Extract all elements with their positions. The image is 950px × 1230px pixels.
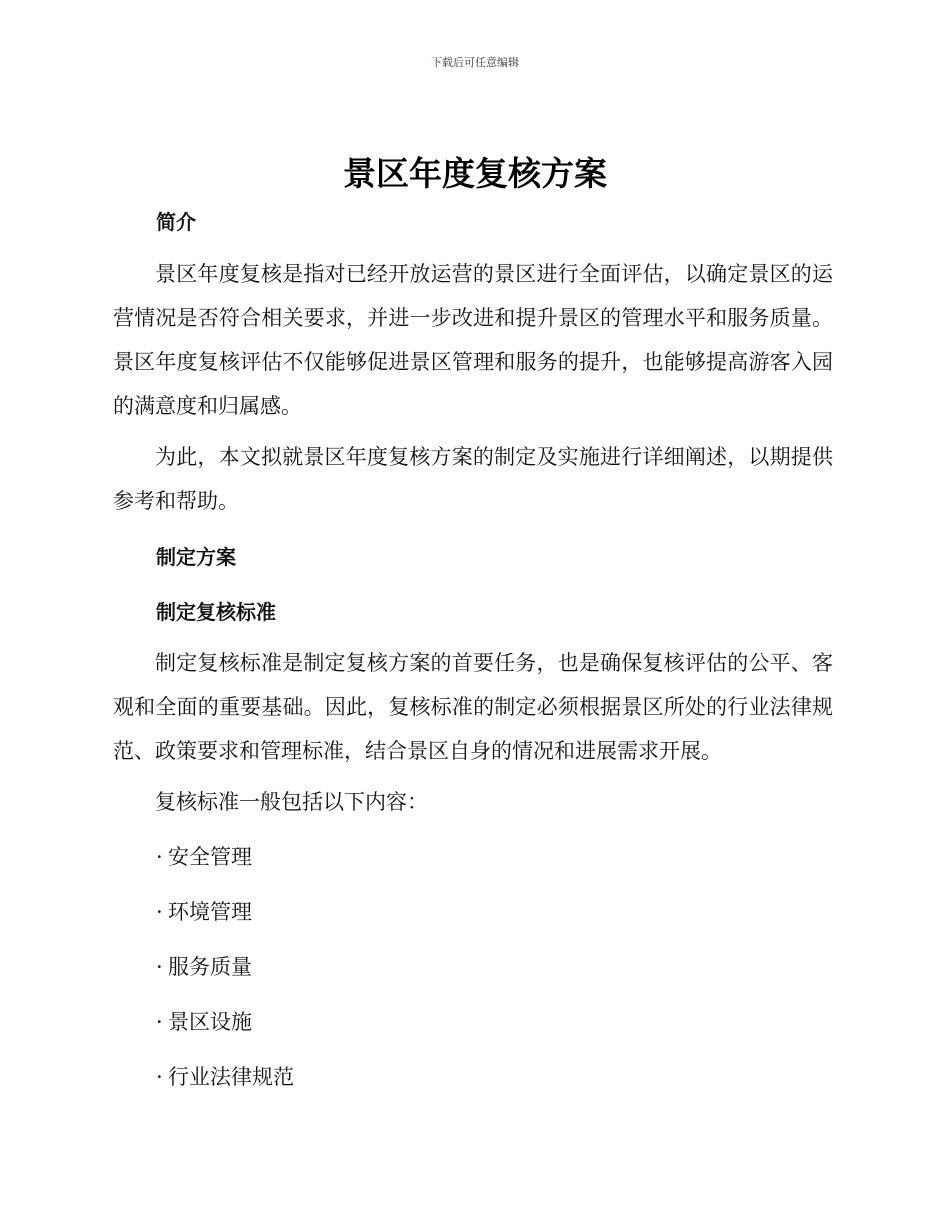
bullet-item-service: [156, 952, 252, 982]
bullet-text: 景区设施: [168, 1010, 252, 1034]
standard-paragraph-2: 复核标准一般包括以下内容：: [155, 790, 428, 814]
bullet-text: 服务质量: [168, 955, 252, 979]
bullet-marker: ·: [156, 1010, 163, 1034]
standard-heading: 制定复核标准: [156, 600, 276, 624]
bullet-marker: ·: [156, 845, 163, 869]
intro-paragraph-2: 为此，本文拟就景区年度复核方案的制定及实施进行详细阐述，以期提供参考和帮助。: [113, 445, 833, 513]
bullet-marker: ·: [156, 900, 163, 924]
bullet-item-safety: [156, 842, 252, 872]
bullet-text: 行业法律规范: [168, 1065, 294, 1089]
bullet-marker: ·: [156, 955, 163, 979]
bullet-item-environment: [156, 897, 252, 927]
plan-heading: 制定方案: [156, 545, 236, 569]
intro-heading: 简介: [156, 210, 196, 234]
bullet-text: 环境管理: [168, 900, 252, 924]
intro-paragraph-1: 景区年度复核是指对已经开放运营的景区进行全面评估，以确定景区的运营情况是否符合相关要求，并进一步改进和提升景区的管理水平和服务质量。景区年度复核评估不仅能够促进景区管理和服务的提升，也能够提高游客入园的满意度和归属感。: [113, 262, 833, 418]
bullet-marker: ·: [156, 1065, 163, 1089]
standard-paragraph-1: 制定复核标准是制定复核方案的首要任务，也是确保复核评估的公平、客观和全面的重要基础。因此，复核标准的制定必须根据景区所处的行业法律规范、政策要求和管理标准，结合景区自身的情况和进展需求开展。: [113, 651, 833, 763]
bullet-item-regulations: [156, 1062, 294, 1092]
bullet-text: 安全管理: [168, 845, 252, 869]
bullet-item-facilities: [156, 1007, 252, 1037]
document-title: 景区年度复核方案: [343, 154, 607, 193]
header-note: 下载后可任意编辑: [431, 56, 519, 69]
